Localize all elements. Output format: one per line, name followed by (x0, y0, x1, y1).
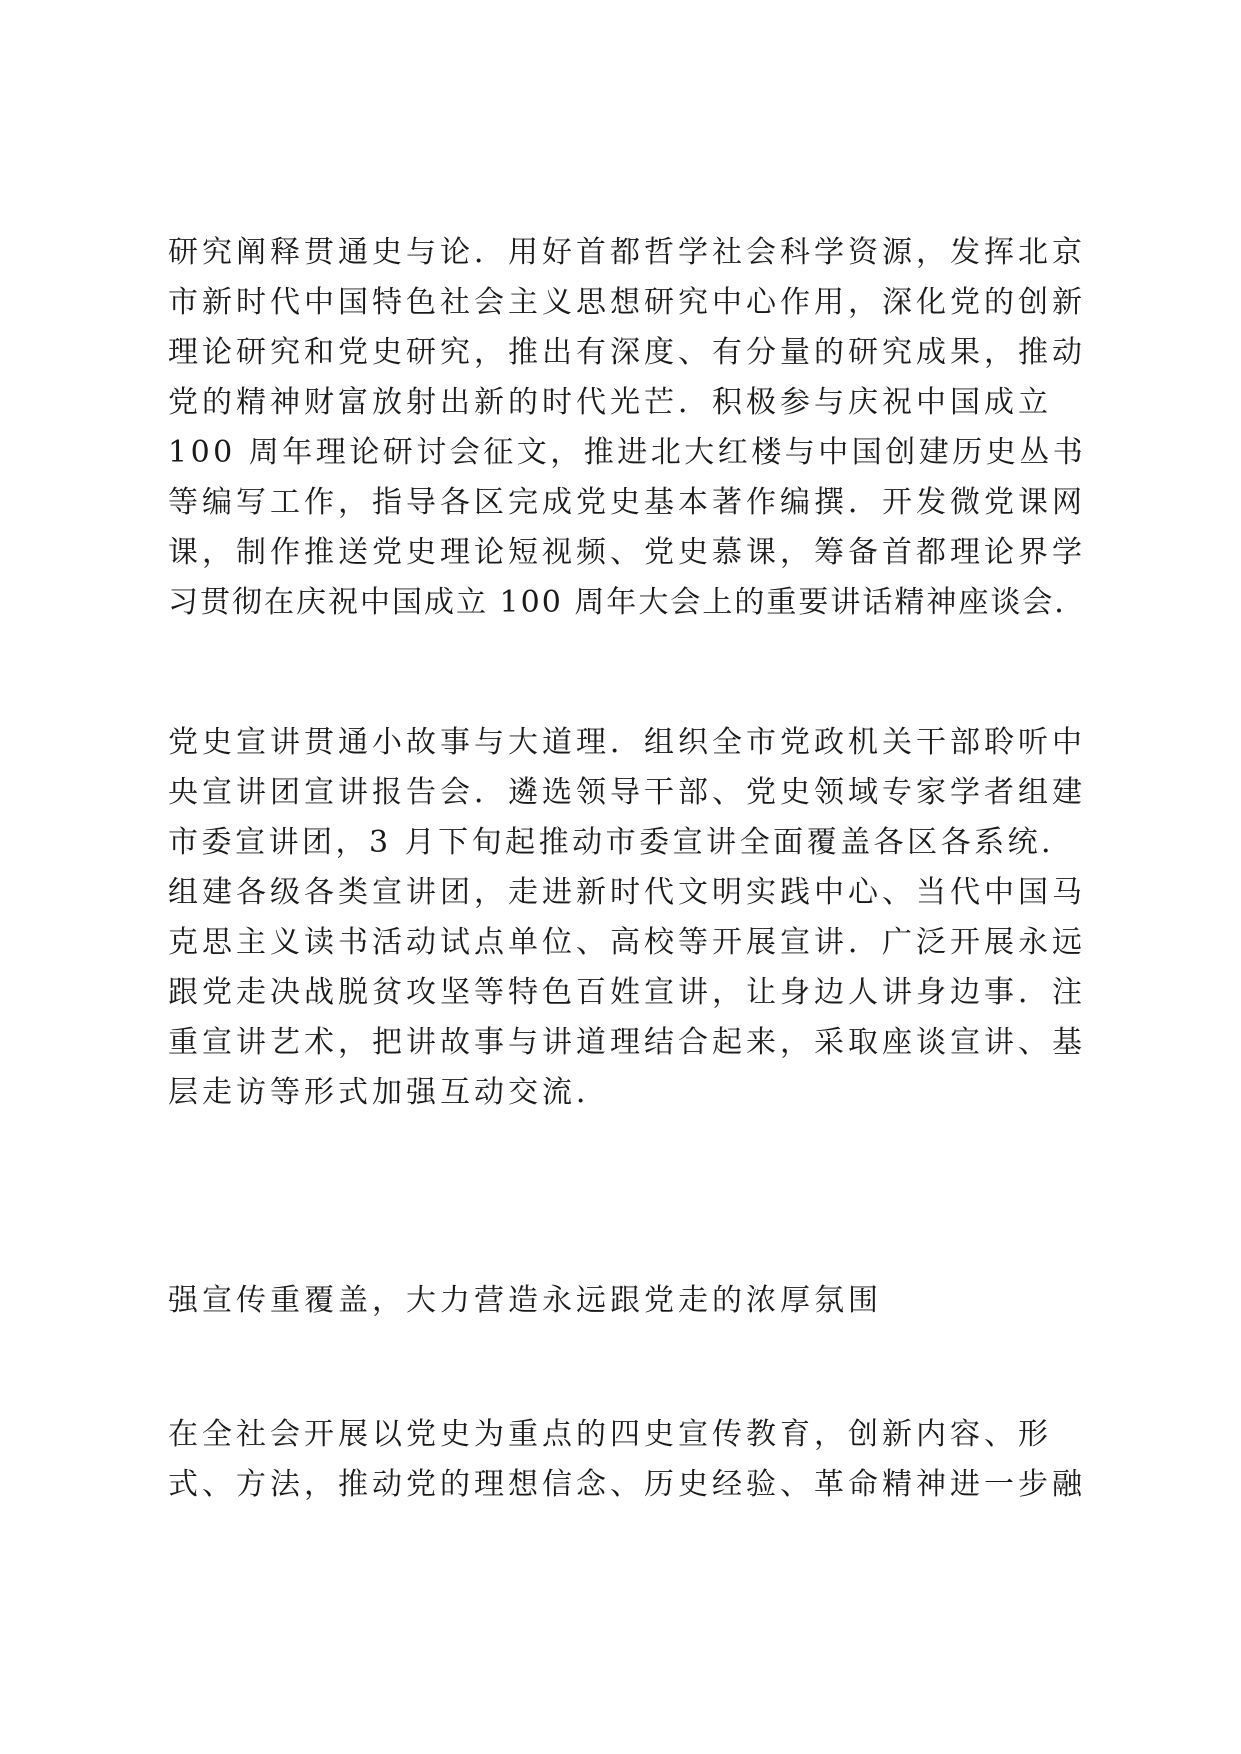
text-line: 党的精神财富放射出新的时代光芒．积极参与庆祝中国成立 (168, 385, 1052, 420)
text-line: 克思主义读书活动试点单位、高校等开展宣讲．广泛开展永远 (168, 925, 1086, 960)
text-line: 在全社会开展以党史为重点的四史宣传教育，创新内容、形 (168, 1417, 1052, 1452)
text-line: 央宣讲团宣讲报告会．遴选领导干部、党史领域专家学者组建 (168, 775, 1086, 810)
text-line: 式、方法，推动党的理想信念、历史经验、革命精神进一步融 (168, 1467, 1086, 1502)
section-heading (168, 1276, 1088, 1326)
text-line: 跟党走决战脱贫攻坚等特色百姓宣讲，让身边人讲身边事．注 (168, 975, 1086, 1010)
text-line: 习贯彻在庆祝中国成立 100 周年大会上的重要讲话精神座谈会． (168, 585, 1087, 620)
text-line: 理论研究和党史研究，推出有深度、有分量的研究成果，推动 (168, 335, 1086, 370)
paragraph-research (168, 228, 1088, 628)
paragraph-lecture (168, 718, 1088, 1118)
text-line: 层走访等形式加强互动交流． (168, 1075, 610, 1110)
text-line: 重宣讲艺术，把讲故事与讲道理结合起来，采取座谈宣讲、基 (168, 1025, 1086, 1060)
text-line: 等编写工作，指导各区完成党史基本著作编撰．开发微党课网 (168, 485, 1086, 520)
heading-text: 强宣传重覆盖，大力营造永远跟党走的浓厚氛围 (168, 1283, 882, 1318)
paragraph-education (168, 1410, 1088, 1510)
text-line: 组建各级各类宣讲团，走进新时代文明实践中心、当代中国马 (168, 875, 1086, 910)
text-line: 研究阐释贯通史与论．用好首都哲学社会科学资源，发挥北京 (168, 235, 1086, 270)
text-line: 市新时代中国特色社会主义思想研究中心作用，深化党的创新 (168, 285, 1086, 320)
text-line: 课，制作推送党史理论短视频、党史慕课，筹备首都理论界学 (168, 535, 1086, 570)
text-line: 100 周年理论研讨会征文，推进北大红楼与中国创建历史丛书 (168, 435, 1087, 470)
text-line: 市委宣讲团，3 月下旬起推动市委宣讲全面覆盖各区各系统． (168, 825, 1075, 860)
text-line: 党史宣讲贯通小故事与大道理．组织全市党政机关干部聆听中 (168, 725, 1086, 760)
